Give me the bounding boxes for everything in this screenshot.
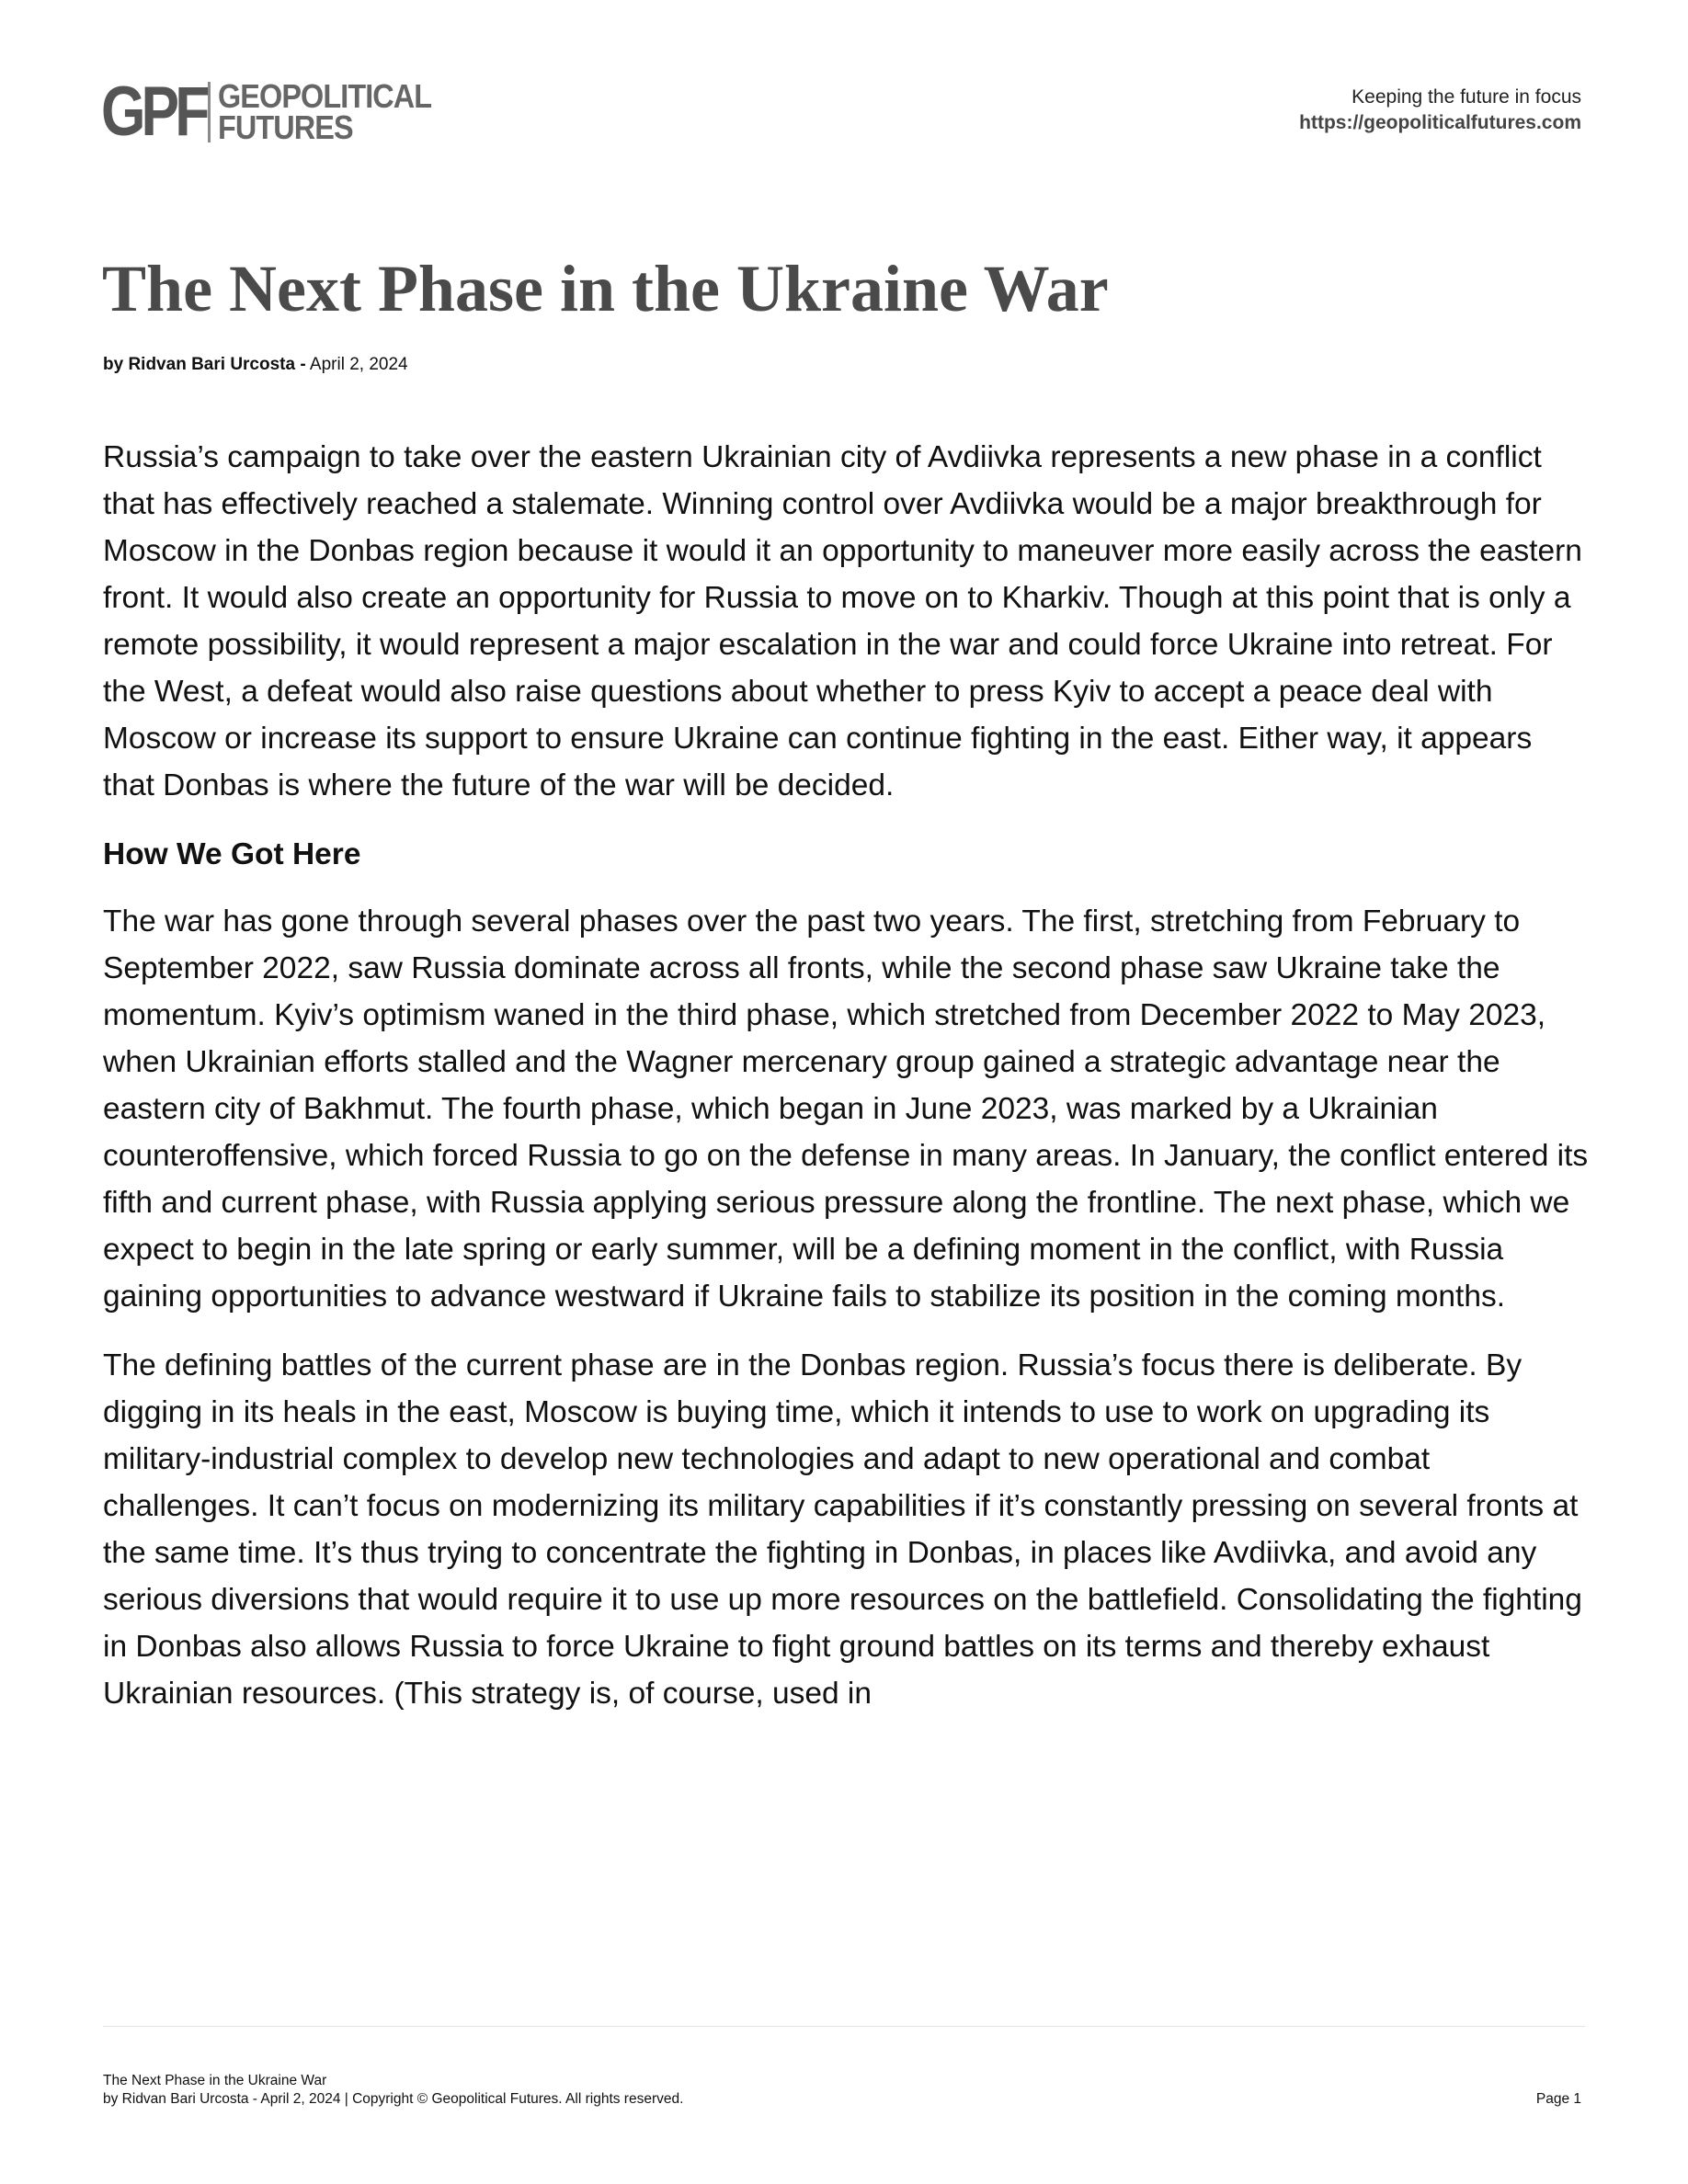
paragraph-1: Russia’s campaign to take over the eastern Ukrainian city of Avdiivka represents a new phase in a conflict that has effectively reached a stalemate. Winning control over Avdiivka would be a major breakthrough for Moscow in the Donbas region because it would it an opportunity to maneuver more easily across the eastern front. It would also create an opportunity for Russia to move on to Kharkiv. Though at this point that is only a remote possibility, it would represent a major escalation in the war and could force Ukraine into retreat. For the West, a defeat would also raise questions about whether to press Kyiv to accept a peace deal with Moscow or increase its support to ensure Ukraine can continue fighting in the east. Either way, it appears that Donbas is where the future of the war will be decided. [103, 440, 1582, 802]
logo-mark: GPF [101, 73, 206, 151]
gpf-logo [101, 73, 455, 151]
logo-line-2: FUTURES [218, 108, 353, 146]
article-body [103, 434, 1589, 1739]
byline-date: April 2, 2024 [309, 355, 408, 374]
section-heading: How We Got Here [103, 837, 361, 871]
footer-copyright: by Ridvan Bari Urcosta - April 2, 2024 | Copyright © Geopolitical Futures. All rights reserved. [103, 2091, 684, 2107]
footer-divider [103, 2026, 1585, 2027]
footer-info [103, 2072, 683, 2109]
paragraph-2: The war has gone through several phases over the past two years. The first, stretching from February to September 2022, saw Russia dominate across all fronts, while the second phase saw Ukraine take the momentum. Kyiv’s optimism waned in the third phase, which stretched from December 2022 to May 2023, when Ukrainian efforts stalled and the Wagner mercenary group gained a strategic advantage near the eastern city of Bakhmut. The fourth phase, which began in June 2023, was marked by a Ukrainian counteroffensive, which forced Russia to go on the defense in many areas. In January, the conflict entered its fifth and current phase, with Russia applying serious pressure along the frontline. The next phase, which we expect to begin in the late spring or early summer, will be a defining moment in the conflict, with Russia gaining opportunities to advance westward if Ukraine fails to stabilize its position in the coming months. [103, 904, 1589, 1314]
logo-line-1: GEOPOLITICAL [218, 77, 432, 115]
logo-wordmark [218, 77, 432, 146]
header-tagline-block [1299, 85, 1581, 136]
page-number: Page 1 [1535, 2091, 1581, 2107]
logo-divider [208, 82, 211, 142]
article-title: The Next Phase in the Ukraine War [102, 252, 1109, 325]
paragraph-3: The defining battles of the current phase are in the Donbas region. Russia’s focus there is deliberate. By digging in its heals in the east, Moscow is buying time, which it intends to use to work on upgrading its military-industrial complex to develop new technologies and adapt to new operational and combat challenges. It can’t focus on modernizing its military capabilities if it’s constantly pressing on several fronts at the same time. It’s thus trying to concentrate the fighting in Donbas, in places like Avdiivka, and avoid any serious diversions that would require it to use up more resources on the battlefield. Consolidating the fighting in Donbas also allows Russia to force Ukraine to fight ground battles on its terms and thereby exhaust Ukrainian resources. (This strategy is, of course, used in [103, 1348, 1582, 1711]
tagline: Keeping the future in focus [1352, 86, 1581, 108]
byline [103, 353, 408, 377]
footer-title: The Next Phase in the Ukraine War [103, 2073, 327, 2088]
site-url[interactable]: https://geopoliticalfutures.com [1299, 112, 1581, 133]
byline-author: by Ridvan Bari Urcosta - [103, 355, 306, 374]
